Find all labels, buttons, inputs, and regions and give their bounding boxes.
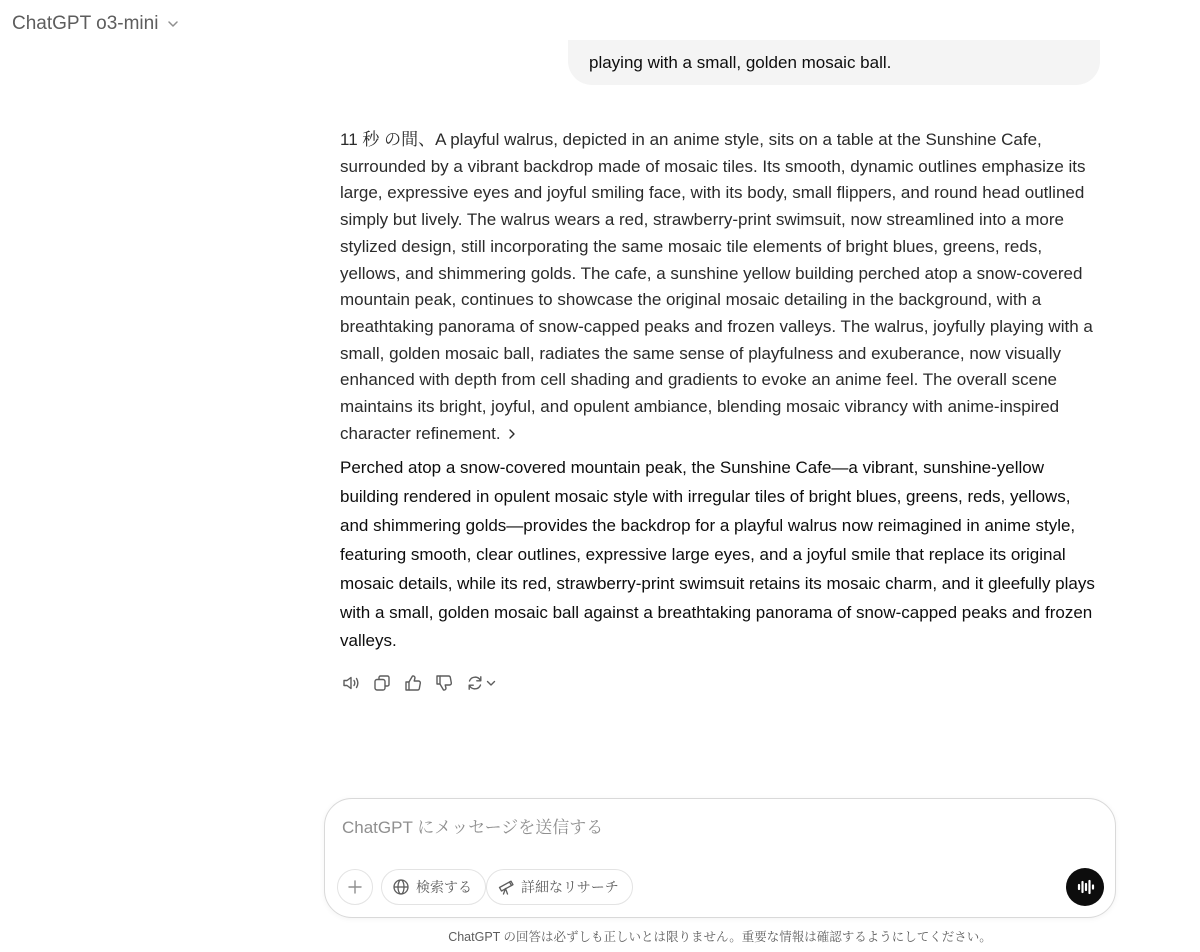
voice-mode-button[interactable] — [1066, 868, 1104, 906]
chevron-down-icon — [166, 17, 180, 31]
copy-icon — [372, 673, 392, 693]
regenerate-icon — [465, 673, 485, 693]
model-name: ChatGPT o3-mini — [12, 13, 159, 34]
copy-button[interactable] — [371, 672, 393, 694]
thumbs-down-button[interactable] — [433, 672, 455, 694]
message-composer — [324, 798, 1116, 918]
read-aloud-icon — [341, 673, 361, 693]
reasoning-summary[interactable] — [340, 127, 1100, 447]
user-message-text: playing with a small, golden mosaic ball. — [589, 53, 892, 72]
search-button[interactable] — [381, 869, 486, 905]
message-input[interactable]: ChatGPT にメッセージを送信する — [342, 818, 604, 837]
chevron-right-icon[interactable] — [507, 428, 517, 440]
chevron-down-icon — [485, 677, 497, 689]
disclaimer-text: ChatGPT の回答は必ずしも正しいとは限りません。重要な情報は確認するようにしてください。 — [448, 930, 992, 944]
search-label: 検索する — [416, 879, 472, 895]
regenerate-button[interactable] — [464, 672, 498, 694]
read-aloud-button[interactable] — [340, 672, 362, 694]
assistant-message: Perched atop a snow-covered mountain peak, the Sunshine Cafe—a vibrant, sunshine-yellow building rendered in opulent mosaic style with irregular tiles of bright blues, greens, reds, yellows, and shimmering golds—provides the backdrop for a playful walrus now reimagined in anime style, featuring smooth, clear outlines, expressive large eyes, and a joyful smile that replace its original mosaic details, while its red, strawberry-print swimsuit retains its mosaic charm, and it gleefully plays with a small, golden mosaic ball against a breathtaking panorama of snow-capped peaks and frozen valleys. — [340, 458, 1095, 651]
attach-button[interactable] — [337, 869, 373, 905]
telescope-icon — [497, 878, 515, 896]
message-actions — [340, 672, 498, 694]
reasoning-duration: 11 秒 の間、 — [340, 130, 436, 149]
user-message-bubble — [568, 40, 1100, 85]
globe-icon — [392, 878, 410, 896]
plus-icon — [347, 879, 363, 895]
thumbs-up-button[interactable] — [402, 672, 424, 694]
thumbs-up-icon — [403, 673, 423, 693]
thumbs-down-icon — [434, 673, 454, 693]
voice-waveform-icon — [1074, 876, 1096, 898]
deep-research-label: 詳細なリサーチ — [521, 879, 619, 895]
deep-research-button[interactable] — [486, 869, 633, 905]
model-switcher[interactable] — [12, 10, 180, 38]
reasoning-text: A playful walrus, depicted in an anime style, sits on a table at the Sunshine Cafe, surrounded by a vibrant backdrop made of mosaic tiles. Its smooth, dynamic outlines emphasize its large, expressive eyes and joyful smiling face, with its body, small flippers, and round head outlined simply but lively. The walrus wears a red, strawberry-print swimsuit, now streamlined into a more stylized design, still incorporating the same mosaic tile elements of bright blues, greens, reds, yellows, and shimmering golds. The cafe, a sunshine yellow building perched atop a snow-covered mountain peak, continues to showcase the original mosaic detailing in the background, with a breathtaking panorama of snow-capped peaks and frozen valleys. The walrus, joyfully playing with a small, golden mosaic ball, radiates the same sense of playfulness and exuberance, now visually enhanced with depth from cell shading and gradients to evoke an anime feel. The overall scene maintains its bright, joyful, and opulent ambiance, blending mosaic vibrancy with anime-inspired character refinement. — [340, 130, 1093, 443]
